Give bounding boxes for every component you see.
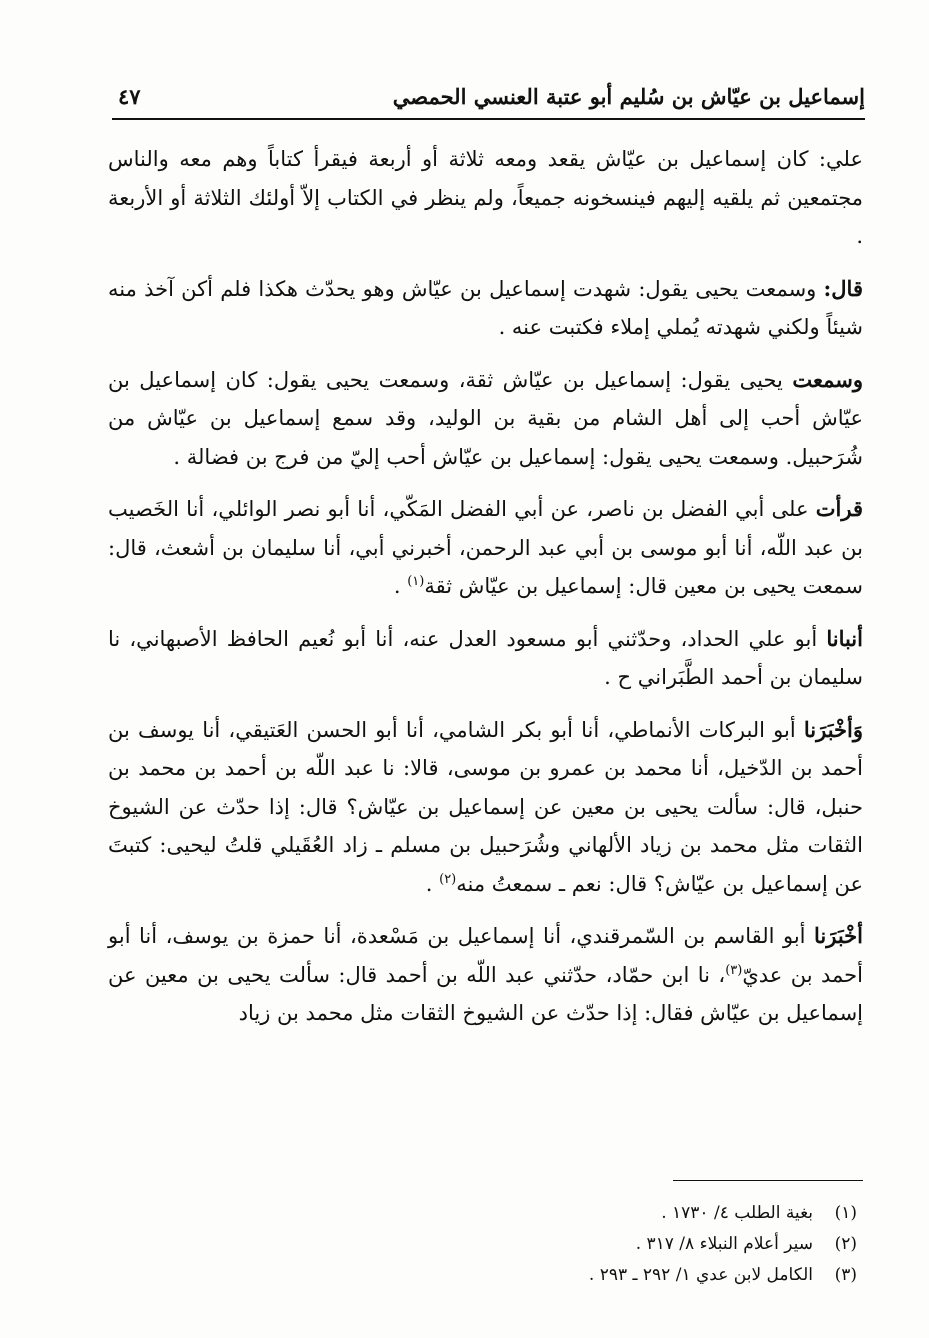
footnote-reference[interactable]: (٢)	[439, 871, 457, 887]
footnotes	[120, 1198, 857, 1291]
paragraph	[108, 711, 863, 904]
paragraph-text: على أبي الفضل بن ناصر، عن أبي الفضل المَكّي، أنا أبو نصر الوائلي، أنا الخَصيب بن عبد اللّه، أنا أبو موسى بن أبي عبد الرحمن، أخبرني أبي، أنا سليمان بن أشعث، قال: سمعت يحيى بن معين قال: إسماعيل بن عيّاش ثقة	[108, 497, 863, 598]
paragraph	[108, 140, 863, 256]
paragraph	[108, 270, 863, 347]
footnote-mark: (١)	[834, 1203, 857, 1223]
paragraph-lead: وَأخْبَرَنا	[803, 716, 863, 742]
paragraph-lead: وسمعت	[792, 366, 863, 392]
paragraph-lead: قال:	[823, 275, 863, 301]
paragraph-lead: أنبانا	[826, 625, 863, 651]
paragraph-text: أبو البركات الأنماطي، أنا أبو بكر الشامي، أنا أبو الحسن العَتيقي، أنا يوسف بن أحمد بن الدّخيل، أنا محمد بن عمرو بن موسى، قالا: نا عبد اللّه بن أحمد بن محمد بن حنبل، قال: سألت يحيى بن معين عن إسماعيل بن عيّاش؟ قال: إذا حدّث عن الشيوخ الثقات مثل محمد بن زياد الألهاني وشُرَحبيل بن مسلم ـ زاد العُقَيلي قلتُ ليحيى: كتبتَ عن إسماعيل بن عيّاش؟ قال: نعم ـ سمعتُ منه	[108, 717, 863, 896]
paragraph-tail: .	[393, 574, 408, 598]
page-number: ٤٧	[118, 84, 141, 109]
footnote-item	[120, 1260, 857, 1291]
paragraph	[108, 490, 863, 606]
paragraph-text: يحيى يقول: إسماعيل بن عيّاش ثقة، وسمعت يحيى يقول: كان إسماعيل بن عيّاش أحب إلى أهل الشام من بقية بن الوليد، وقد سمع إسماعيل بن عيّاش من شُرَحبيل. وسمعت يحيى يقول: إسماعيل بن عيّاش أحب إليّ من فرج بن فضالة .	[108, 367, 863, 469]
paragraph-tail: ، نا ابن حمّاد، حدّثني عبد اللّه بن أحمد قال: سألت يحيى بن معين عن إسماعيل بن عيّاش فقال: إذا حدّث عن الشيوخ الثقات مثل محمد بن زياد	[108, 962, 863, 1025]
paragraph-tail: .	[425, 871, 440, 896]
paragraph	[108, 620, 863, 697]
running-title: إسماعيل بن عيّاش بن سُليم أبو عتبة العنسي الحمصي	[392, 84, 865, 109]
paragraph-text: علي: كان إسماعيل بن عيّاش يقعد ومعه ثلاثة أو أربعة فيقرأ كتاباً وهم معه والناس مجتمعين ثم يلقيه إليهم فينسخونه جميعاً، ولم ينظر في الكتاب إلاّ أولئك الثلاثة أو الأربعة .	[108, 147, 863, 248]
footnote-text: بغية الطلب ٤/ ١٧٣٠ .	[661, 1203, 813, 1223]
paragraph-lead: أخْبَرَنا	[814, 923, 863, 948]
footnote-reference[interactable]: (١)	[407, 574, 425, 589]
paragraph	[108, 361, 863, 477]
footnote-divider	[673, 1180, 863, 1181]
paragraph-lead: قرأت	[815, 496, 863, 521]
footnote-mark: (٣)	[834, 1265, 857, 1285]
footnote-mark: (٢)	[834, 1234, 857, 1254]
body-text	[108, 140, 863, 1047]
footnote-item	[120, 1229, 857, 1260]
paragraph	[108, 917, 863, 1033]
footnote-text: الكامل لابن عدي ١/ ٢٩٢ ـ ٢٩٣ .	[588, 1265, 813, 1285]
footnote-reference[interactable]: (٣)	[725, 962, 743, 978]
footnote-item	[120, 1198, 857, 1229]
paragraph-text: أبو علي الحداد، وحدّثني أبو مسعود العدل عنه، أنا أبو نُعيم الحافظ الأصبهاني، نا سليمان بن أحمد الطَّبَراني ح .	[108, 626, 863, 689]
footnote-text: سير أعلام النبلاء ٨/ ٣١٧ .	[635, 1234, 813, 1254]
paragraph-text: أبو القاسم بن السّمرقندي، أنا إسماعيل بن مَسْعدة، أنا حمزة بن يوسف، أنا أبو أحمد بن عديّ	[108, 924, 863, 987]
page-header	[112, 80, 865, 120]
paragraph-text: وسمعت يحيى يقول: شهدت إسماعيل بن عيّاش وهو يحدّث هكذا فلم أكن آخذ منه شيئاً ولكني شهدته يُملي إملاء فكتبت عنه .	[108, 276, 863, 339]
